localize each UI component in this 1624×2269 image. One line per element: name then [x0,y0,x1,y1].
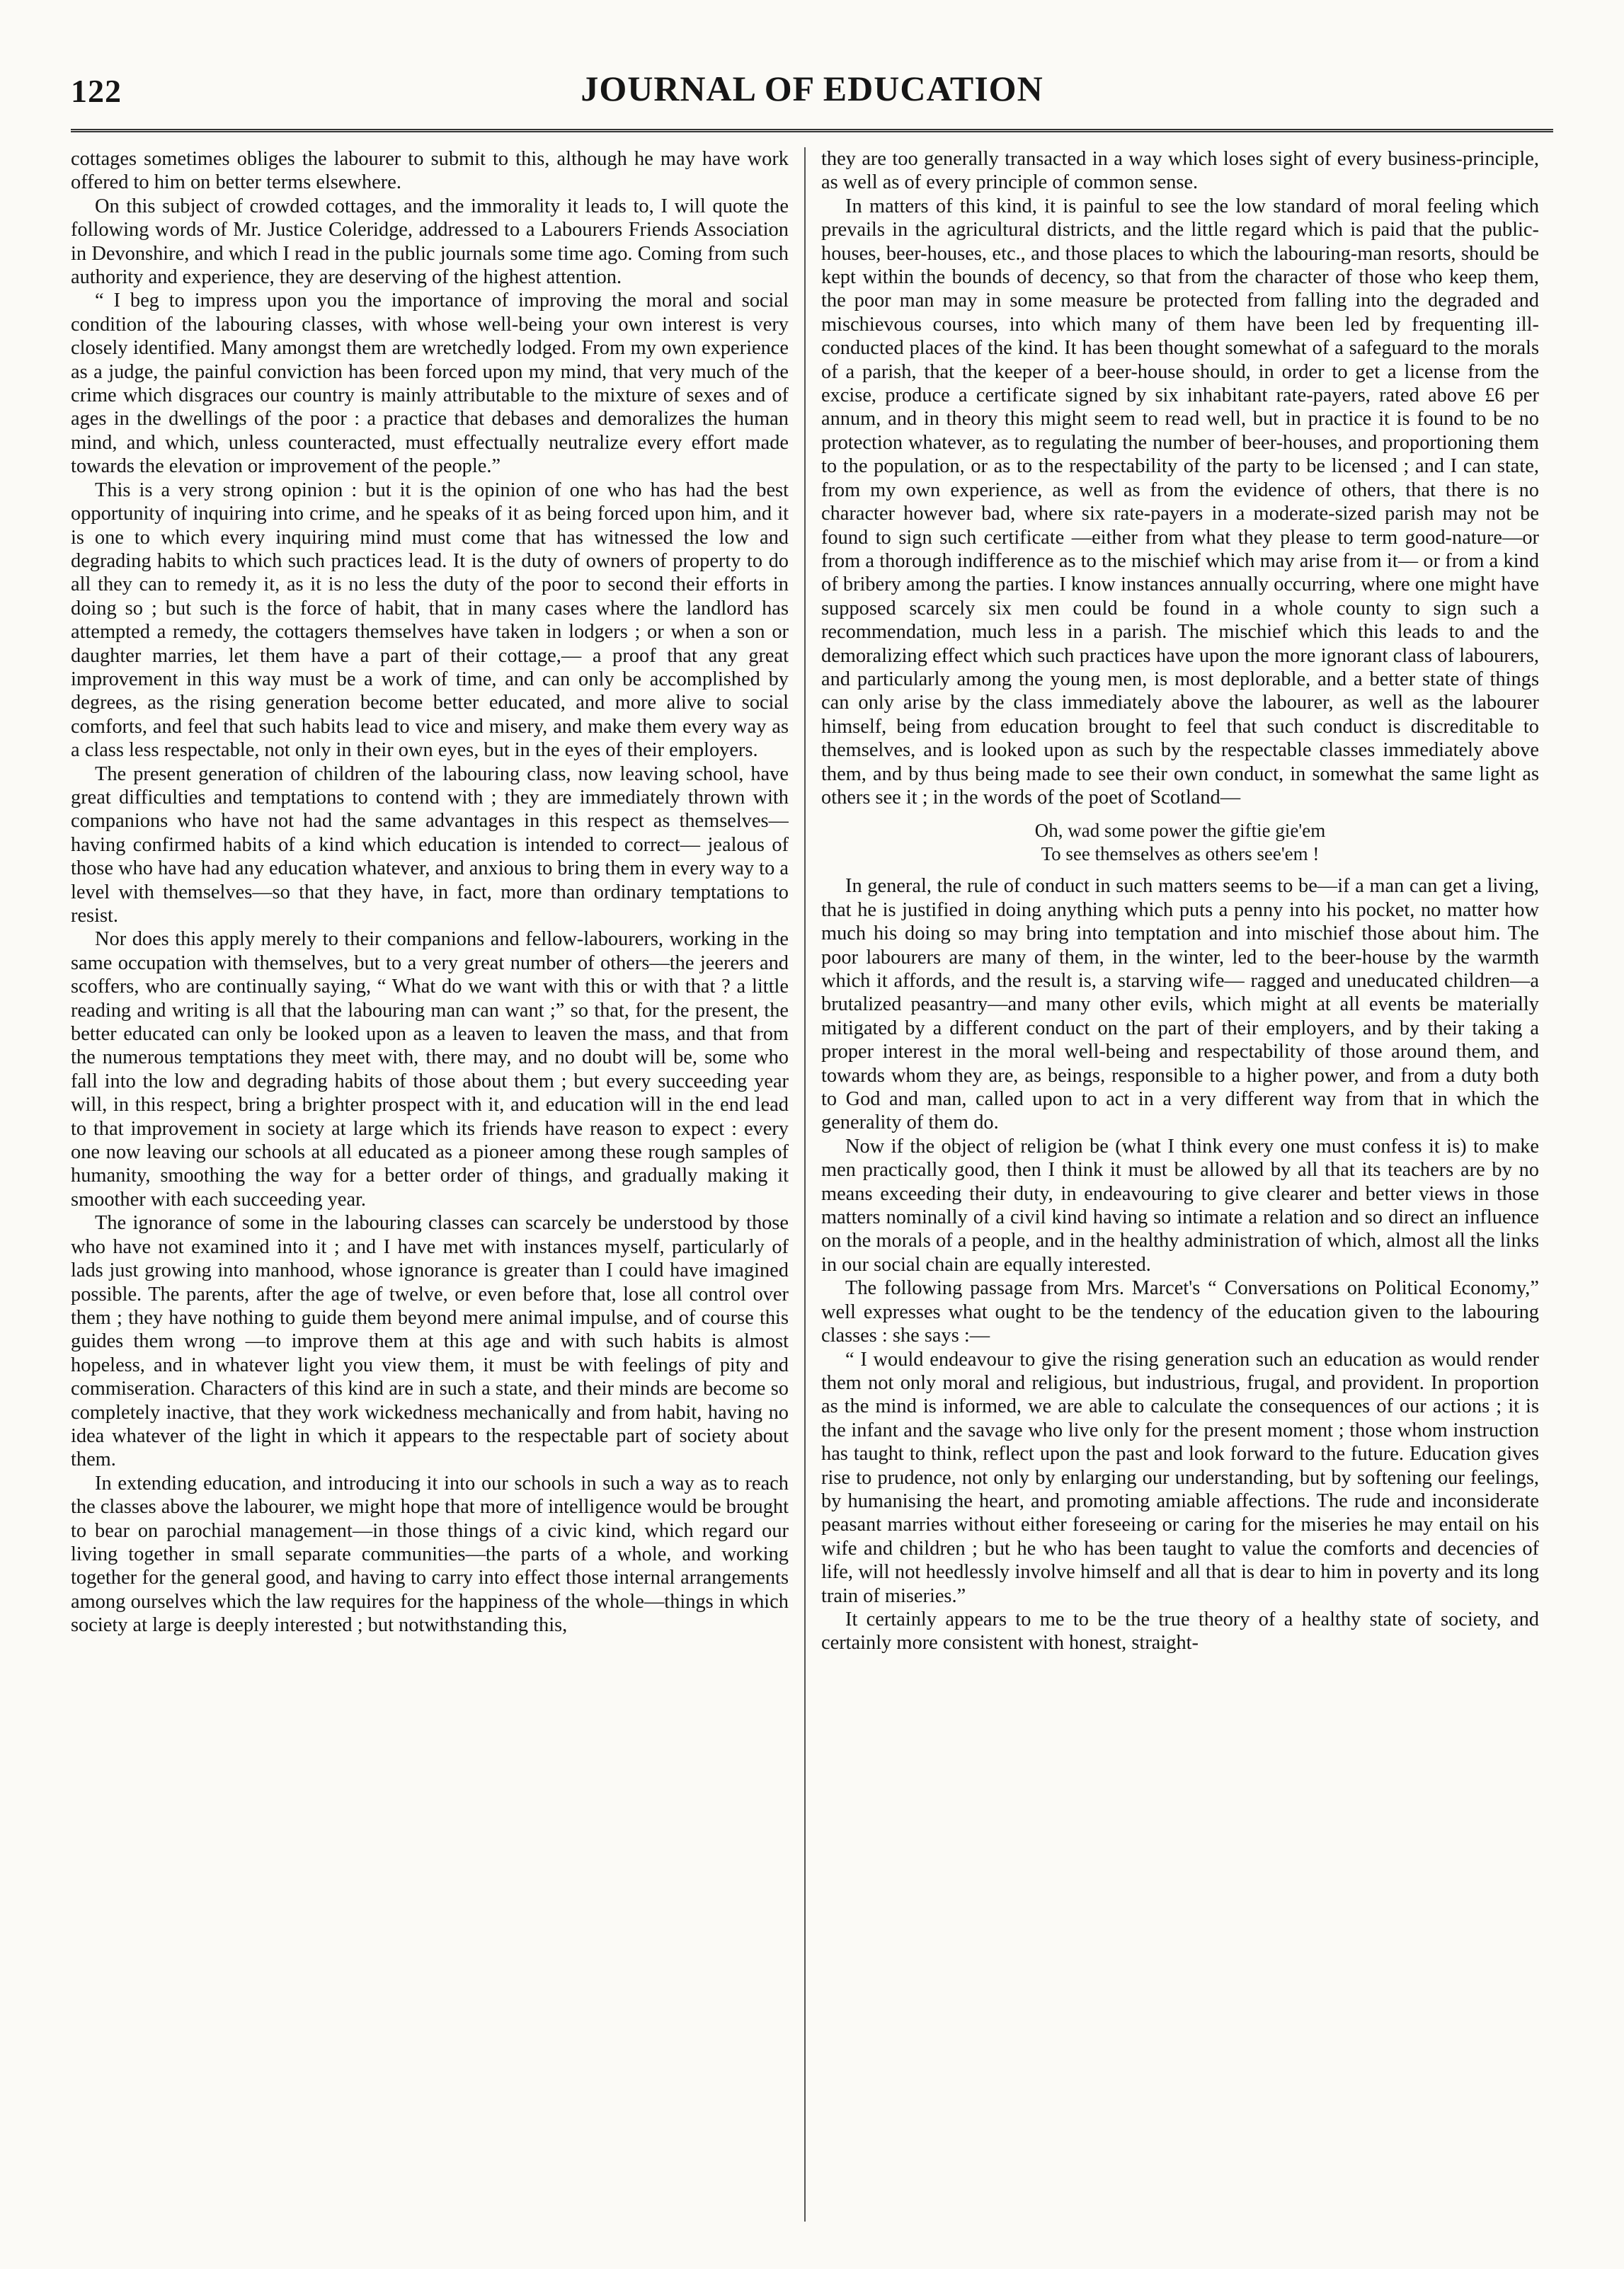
text-columns [71,147,1553,2222]
paragraph: On this subject of crowded cottages, and the immorality it leads to, I will quote the following words of Mr. Justice Coleridge, addressed to a Labourers Friends Association in Devonshire, and which I read in the public journals some time ago. Coming from such authority and experience, they are deserving of the highest attention. [71,195,789,289]
column-divider [804,147,806,2222]
running-head [71,68,1553,115]
quotation-paragraph: “ I would endeavour to give the rising generation such an education as would render them not only moral and religious, but industrious, frugal, and provident. In proportion as the mind is informed, we are able to calculate the consequences of our actions ; it is the infant and the savage who live only for the present moment ; those whom instruction has taught to think, reflect upon the past and look forward to the future. Education gives rise to prudence, not only by enlarging our understanding, but by softening our feelings, by humanising the heart, and promoting amiable affections. The rude and inconsiderate peasant marries without either foreseeing or caring for the miseries he may entail on his wife and children ; but he who has been taught to value the comforts and decencies of life, will not heedlessly involve himself and all that is dear to him in poverty and its long train of miseries.” [821,1348,1539,1607]
verse-quotation [821,819,1539,866]
left-column [71,147,789,2222]
paragraph: In matters of this kind, it is painful to see the low standard of moral feeling which prevails in the agricultural districts, and the little regard which is paid that the public-houses, beer-houses, etc., and those places to which the labouring-man resorts, should be kept within the bounds of decency, so that from the character of those who keep them, the poor man may in some measure be protected from falling into the degraded and mischievous courses, into which many of them have been led by frequenting ill-conducted places of the kind. It has been thought somewhat of a safeguard to the morals of a parish, that the keeper of a beer-house should, in order to get a license from the excise, produce a certificate signed by six inhabitant rate-payers, rated above £6 per annum, and in theory this might seem to read well, but in practice it is found to be no protection whatever, as to regulating the number of beer-houses, and proportioning them to the population, or as to the respectability of the party to be licensed ; and I can state, from my own experience, as well as from the evidence of others, that there is no character however bad, where six rate-payers in a moderate-sized parish may not be found to sign such certificate —either from what they please to term good-nature—or from a thorough indifference as to the mischief which may arise from it— or from a kind of bribery among the parties. I know instances annually occurring, where one might have supposed scarcely six men could be found in a whole county to sign such a recommendation, much less in a parish. The mischief which this leads to and the demoralizing effect which such practices have upon the more ignorant class of labourers, and particularly among the young men, is most deplorable, and a better state of things can only arise by the class immediately above the labourer, as well as the labourer himself, being from education brought to feel that such conduct is discreditable to themselves, and is looked upon as such by the respectable classes immediately above them, and by thus being made to see their own conduct, in somewhat the same light as others see it ; in the words of the poet of Scotland— [821,195,1539,808]
paragraph: cottages sometimes obliges the labourer to submit to this, although he may have work offered to him on better terms elsewhere. [71,148,789,194]
quotation-paragraph: “ I beg to impress upon you the importance of improving the moral and social condition of the labouring classes, with whose well-being your own interest is very closely identified. Many amongst them are wretchedly lodged. From my own experience as a judge, the painful conviction has been forced upon my mind, that very much of the crime which disgraces our country is mainly attributable to the mixture of sexes and of ages in the dwellings of the poor : a practice that debases and demoralizes the human mind, and which, unless counteracted, must effectually neutralize every effort made towards the elevation or improvement of the people.” [71,290,789,478]
header-rule [71,129,1553,132]
journal-page [71,68,1553,2234]
paragraph: The present generation of children of the labouring class, now leaving school, have great difficulties and temptations to contend with ; they are immediately thrown with companions who have not had the same advantages in this respect as themselves—having confirmed habits of a kind which education is intended to correct— jealous of those who have had any education whatever, and anxious to bring them in every way to a level with themselves—so that they have, in fact, more than ordinary temptations to resist. [71,762,789,927]
journal-title: JOURNAL OF EDUCATION [581,69,1043,108]
verse-line: Oh, wad some power the giftie gie'em [1034,820,1326,842]
verse-line: To see themselves as others see'em ! [1041,843,1320,865]
paragraph: The ignorance of some in the labouring classes can scarcely be understood by those who have not examined into it ; and I have met with instances myself, particularly of lads just growing into manhood, whose ignorance is greater than I could have imagined possible. The parents, after the age of twelve, or even before that, lose all control over them ; they have nothing to guide them beyond mere animal impulse, and of course this guides them wrong —to improve them at this age and with such habits is almost hopeless, and in whatever light you view them, it must be with feelings of pity and commiseration. Characters of this kind are in such a state, and their minds are become so completely inactive, that they work wickedness mechanically and from habit, having no idea whatever of the light in which it appears to the respectable part of society about them. [71,1212,789,1471]
page-number: 122 [71,73,122,109]
paragraph: In extending education, and introducing it into our schools in such a way as to reach the classes above the labourer, we might hope that more of intelligence would be brought to bear on parochial management—in those things of a civic kind, which regard our living together in small separate communities—the parts of a whole, and working together for the general good, and having to carry into effect those internal arrangements among ourselves which the law requires for the happiness of the whole—things in which society at large is deeply interested ; but notwithstanding this, [71,1472,789,1637]
paragraph: This is a very strong opinion : but it is the opinion of one who has had the best opportunity of inquiring into crime, and he speaks of it as being forced upon him, and it is one to which every inquiring mind must come that has witnessed the low and degrading habits to which such practices lead. It is the duty of owners of property to do all they can to remedy it, as it is no less the duty of the poor to second their efforts in doing so ; but such is the force of habit, that in many cases where the landlord has attempted a remedy, the cottagers themselves have taken in lodgers ; or when a son or daughter marries, let them have a part of their cottage,— a proof that any great improvement in this way must be a work of time, and can only be accomplished by degrees, as the rising generation become better educated, and more alive to social comforts, and feel that such habits lead to vice and misery, and make them every way as a class less respectable, not only in their own eyes, but in the eyes of their employers. [71,479,789,762]
paragraph: Nor does this apply merely to their companions and fellow-labourers, working in the same occupation with themselves, but to a very great number of others—the jeerers and scoffers, who are continually saying, “ What do we want with this or with that ? a little reading and writing is all that the labouring man can want ;” so that, for the present, the better educated can only be looked upon as a leaven to leaven the mass, and that from the numerous temptations they meet with, there may, and no doubt will be, some who fall into the low and degrading habits of those about them ; but every succeeding year will, in this respect, bring a brighter prospect with it, and education will in the end lead to that improvement in society at large which its friends have reason to expect : every one now leaving our schools at all educated as a pioneer among these rough samples of humanity, smoothing the way for a better order of things, and gradually making it smoother with each succeeding year. [71,928,789,1211]
paragraph: they are too generally transacted in a way which loses sight of every business-principle, as well as of every principle of common sense. [821,148,1539,194]
right-column [821,147,1539,2222]
paragraph: Now if the object of religion be (what I think every one must confess it is) to make men practically good, then I think it must be allowed by all that its teachers are by no means exceeding their duty, in endeavouring to give clearer and better views in those matters nominally of a civil kind having so intimate a relation and so direct an influence on the morals of a people, and in the healthy administration of which, almost all the links in our social chain are equally interested. [821,1135,1539,1276]
paragraph: In general, the rule of conduct in such matters seems to be—if a man can get a living, that he is justified in doing anything which puts a penny into his pocket, no matter how much his doing so may bring into temptation and into mischief those about him. The poor labourers are many of them, in the winter, led to the beer-house by the warmth which it affords, and the result is, a starving wife— ragged and uneducated children—a brutalized peasantry—and many other evils, which might at all events be materially mitigated by a different conduct on the part of their employers, and by their taking a proper interest in the moral well-being and respectability of those around them, and towards whom they are, as beings, responsible to a higher power, and from a duty both to God and man, called upon to act in a very different way from that in which the generality of them do. [821,875,1539,1134]
paragraph: The following passage from Mrs. Marcet's “ Conversations on Political Economy,” well expresses what ought to be the tendency of the education given to the labouring classes : she says :— [821,1277,1539,1347]
paragraph: It certainly appears to me to be the true theory of a healthy state of society, and certainly more consistent with honest, straight- [821,1608,1539,1654]
